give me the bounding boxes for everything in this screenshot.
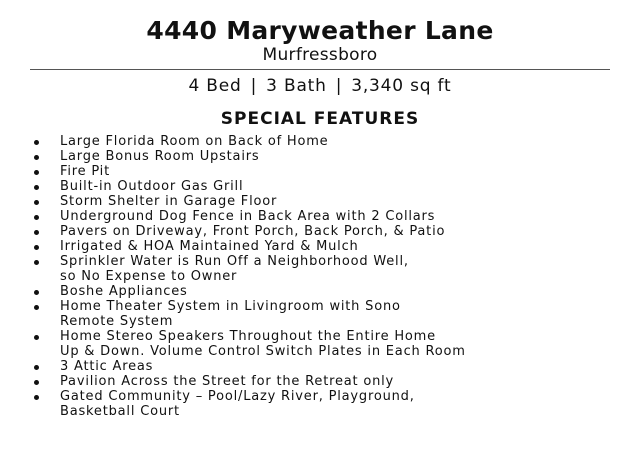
feature-text: Large Florida Room on Back of Home <box>60 134 329 149</box>
spec-separator: | <box>250 76 258 96</box>
bullet-icon <box>34 305 39 310</box>
feature-text: Irrigated & HOA Maintained Yard & Mulch <box>60 239 359 254</box>
bullet-icon <box>34 380 39 385</box>
bullet-icon <box>34 200 39 205</box>
feature-text: Home Stereo Speakers Throughout the Entire Home <box>60 329 436 344</box>
feature-text: Basketball Court <box>60 404 180 419</box>
feature-text: Up & Down. Volume Control Switch Plates in Each Room <box>60 344 466 359</box>
feature-text: Home Theater System in Livingroom with Sono <box>60 299 401 314</box>
feature-text: Pavers on Driveway, Front Porch, Back Porch, & Patio <box>60 224 446 239</box>
feature-text: Large Bonus Room Upstairs <box>60 149 260 164</box>
bullet-icon <box>34 365 39 370</box>
listing-specs <box>0 75 640 97</box>
feature-text: Underground Dog Fence in Back Area with 2 Collars <box>60 209 436 224</box>
feature-text: 3 Attic Areas <box>60 359 154 374</box>
feature-text: Storm Shelter in Garage Floor <box>60 194 278 209</box>
feature-text: Remote System <box>60 314 174 329</box>
square-footage: 3,340 sq ft <box>351 76 452 96</box>
feature-item <box>32 374 632 389</box>
feature-text: Built-in Outdoor Gas Grill <box>60 179 244 194</box>
features-heading: SPECIAL FEATURES <box>220 109 420 129</box>
feature-item <box>32 329 632 359</box>
bullet-icon <box>34 140 39 145</box>
baths-count: 3 Bath <box>266 76 327 96</box>
feature-item <box>32 209 632 224</box>
feature-item <box>32 134 632 149</box>
bullet-icon <box>34 185 39 190</box>
bullet-icon <box>34 335 39 340</box>
feature-item <box>32 179 632 194</box>
bullet-icon <box>34 395 39 400</box>
spec-separator: | <box>335 76 343 96</box>
feature-item <box>32 359 632 374</box>
feature-text: Fire Pit <box>60 164 110 179</box>
feature-text: Pavilion Across the Street for the Retreat only <box>60 374 395 389</box>
listing-city: Murfressboro <box>262 45 378 65</box>
beds-count: 4 Bed <box>188 76 242 96</box>
bullet-icon <box>34 260 39 265</box>
feature-item <box>32 164 632 179</box>
divider <box>30 69 610 70</box>
feature-text: Gated Community – Pool/Lazy River, Playground, <box>60 389 415 404</box>
feature-item <box>32 149 632 164</box>
bullet-icon <box>34 215 39 220</box>
feature-item <box>32 194 632 209</box>
bullet-icon <box>34 290 39 295</box>
feature-item <box>32 224 632 239</box>
feature-item <box>32 284 632 299</box>
features-list <box>32 134 632 419</box>
feature-item <box>32 389 632 419</box>
listing-title: 4440 Maryweather Lane <box>146 16 494 45</box>
feature-text: so No Expense to Owner <box>60 269 238 284</box>
bullet-icon <box>34 245 39 250</box>
feature-item <box>32 239 632 254</box>
feature-item <box>32 254 632 284</box>
feature-text: Sprinkler Water is Run Off a Neighborhood Well, <box>60 254 409 269</box>
feature-item <box>32 299 632 329</box>
bullet-icon <box>34 170 39 175</box>
feature-text: Boshe Appliances <box>60 284 188 299</box>
bullet-icon <box>34 230 39 235</box>
bullet-icon <box>34 155 39 160</box>
